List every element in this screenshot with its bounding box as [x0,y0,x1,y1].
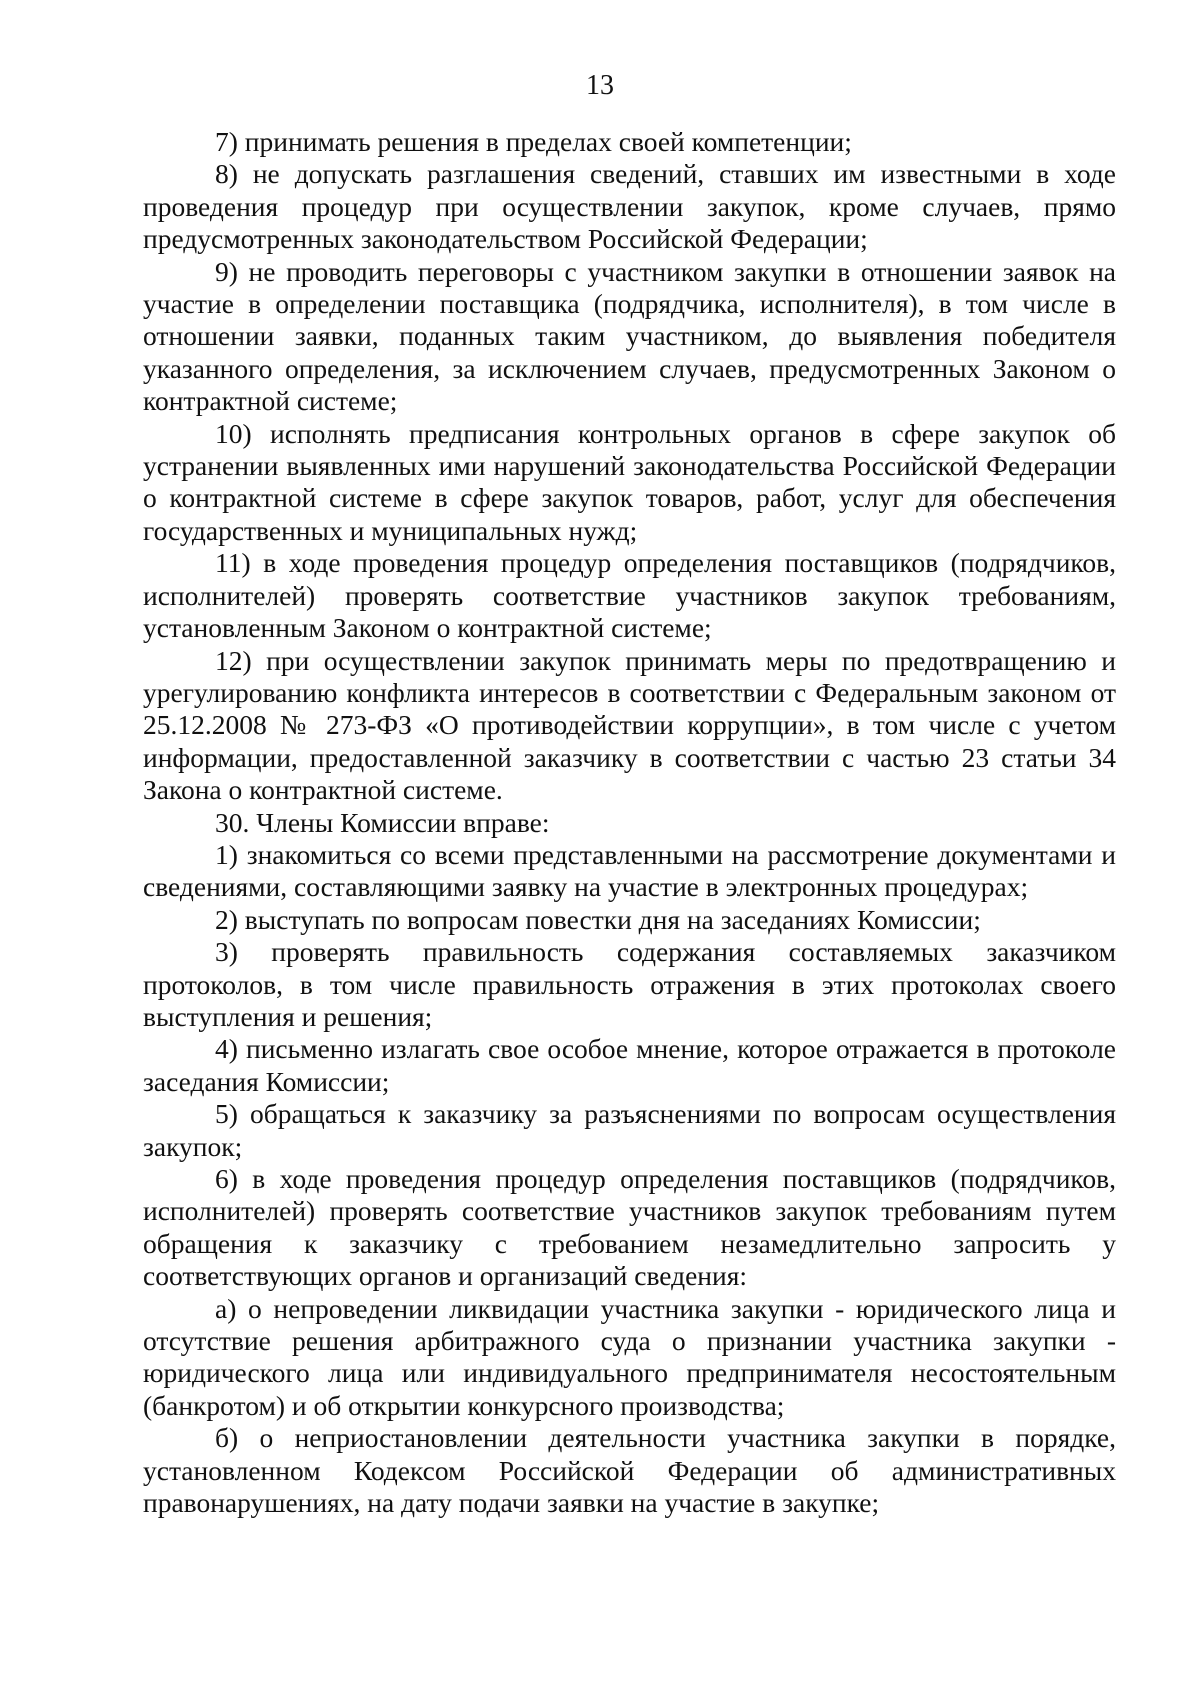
rights-item-4: 4) письменно излагать свое особое мнение, которое отражается в протоколе заседания Комиссии; [143,1033,1116,1097]
paragraph-item-11: 11) в ходе проведения процедур определения поставщиков (подрядчиков, исполнителей) проверять соответствие участников закупок требованиям, установленным Законом о контрактной системе; [143,547,1116,644]
rights-item-2: 2) выступать по вопросам повестки дня на заседаниях Комиссии; [215,903,981,935]
subitem-b: б) о неприостановлении деятельности участника закупки в порядке, установленном Кодексом Российской Федерации об административных правонарушениях, на дату подачи заявки на участие в закупке; [143,1422,1116,1519]
paragraph-item-10: 10) исполнять предписания контрольных органов в сфере закупок об устранении выявленных ими нарушений законодательства Российской Федерации о контрактной системе в сфере закупок товаров, работ, услуг для обеспечения государственных и муниципальных нужд; [143,417,1116,546]
paragraph-item-9: 9) не проводить переговоры с участником закупки в отношении заявок на участие в определении поставщика (подрядчика, исполнителя), в том числе в отношении заявки, поданных таким участником, до выявления победителя указанного определения, за исключением случаев, предусмотренных Законом о контрактной системе; [143,255,1116,417]
rights-item-1: 1) знакомиться со всеми представленными на рассмотрение документами и сведениями, составляющими заявку на участие в электронных процедурах; [143,838,1116,903]
rights-item-3: 3) проверять правильность содержания составляемых заказчиком протоколов, в том числе правильность отражения в этих протоколах своего выступления и решения; [143,936,1116,1032]
paragraph-item-7: 7) принимать решения в пределах своей компетенции; [215,126,852,157]
paragraph-item-12: 12) при осуществлении закупок принимать меры по предотвращению и урегулированию конфликта интересов в соответствии с Федеральным законом от 25.12.2008 № 273-ФЗ «О противодействии коррупции», в том числе с учетом информации, предоставленной заказчику в соответствии с частью 23 статьи 34 Закона о контрактной системе. [143,644,1116,806]
page-number: 13 [586,70,614,101]
section-30-heading: 30. Члены Комиссии вправе: [215,806,550,838]
subitem-a: а) о непроведении ликвидации участника закупки - юридического лица и отсутствие решения арбитражного суда о признании участника закупки - юридического лица или индивидуального предпринимателя несостоятельным (банкротом) и об открытии конкурсного производства; [143,1292,1116,1421]
document-body [143,126,1116,1519]
rights-item-5: 5) обращаться к заказчику за разъяснениями по вопросам осуществления закупок; [143,1098,1116,1162]
paragraph-item-8: 8) не допускать разглашения сведений, ставших им известными в ходе проведения процедур при осуществлении закупок, кроме случаев, прямо предусмотренных законодательством Российской Федерации; [143,158,1116,255]
rights-item-6: 6) в ходе проведения процедур определения поставщиков (подрядчиков, исполнителей) проверять соответствие участников закупок требованиям путем обращения к заказчику с требованием незамедлительно запросить у соответствующих органов и организаций сведения: [143,1163,1116,1292]
